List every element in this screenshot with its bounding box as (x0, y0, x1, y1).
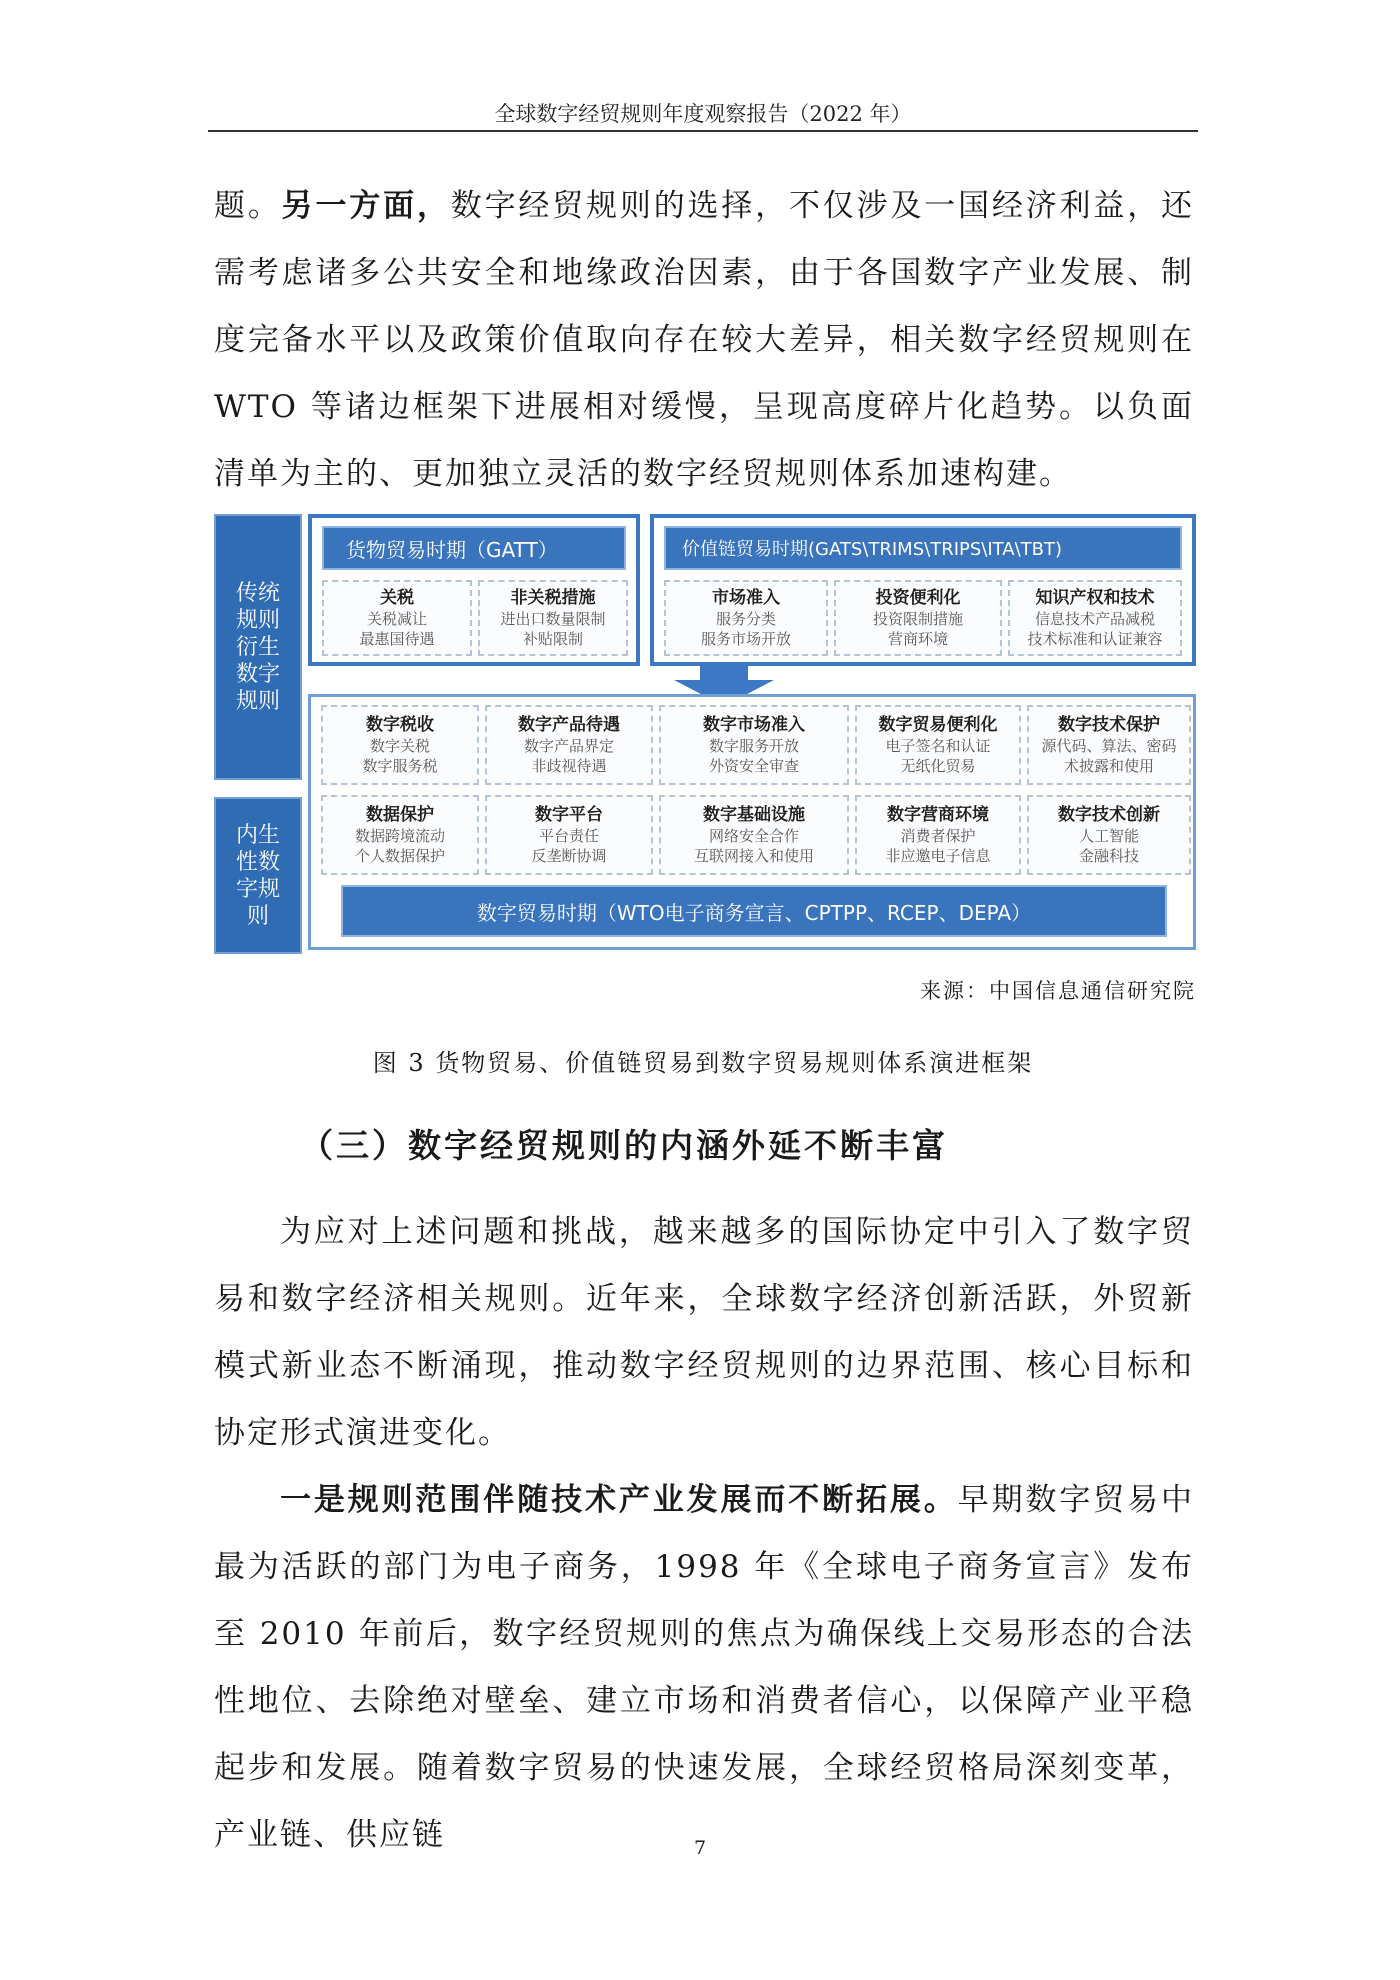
paragraph-3 (214, 1467, 1194, 1869)
page-number: 7 (693, 1837, 707, 1859)
cell-digital-product: 数字产品待遇 数字产品界定 非歧视待遇 (485, 705, 653, 785)
value-chain-frame (650, 514, 1196, 666)
digital-trade-frame (308, 694, 1196, 950)
cell-ip-technology: 知识产权和技术 信息技术产品减税 技术标准和认证兼容 (1008, 580, 1182, 656)
cell-digital-business-env: 数字营商环境 消费者保护 非应邀电子信息 (855, 795, 1021, 875)
paragraph-2: 为应对上述问题和挑战，越来越多的国际协定中引入了数字贸易和数字经济相关规则。近年来，全球数字经济创新活跃，外贸新模式新业态不断涌现，推动数字经贸规则的边界范围、核心目标和协定形式演进变化。 (214, 1214, 1194, 1451)
cell-digital-platform: 数字平台 平台责任 反垄断协调 (485, 795, 653, 875)
cell-digital-infrastructure: 数字基础设施 网络安全合作 互联网接入和使用 (659, 795, 849, 875)
cell-digital-tax: 数字税收 数字关税 数字服务税 (321, 705, 479, 785)
paragraph-1-lead: 题。 (214, 188, 282, 224)
cell-data-protection: 数据保护 数据跨境流动 个人数据保护 (321, 795, 479, 875)
section-heading: （三）数字经贸规则的内涵外延不断丰富 (300, 1126, 948, 1165)
cell-investment: 投资便利化 投资限制措施 营商环境 (834, 580, 1002, 656)
paragraph-1-bold: 另一方面， (281, 188, 451, 224)
goods-trade-frame (308, 514, 640, 666)
figure-source: 来源：中国信息通信研究院 (920, 979, 1196, 1003)
figure-caption: 图 3 货物贸易、价值链贸易到数字贸易规则体系演进框架 (372, 1049, 1034, 1077)
value-chain-banner: 价值链贸易时期(GATS\TRIMS\TRIPS\ITA\TBT) (664, 526, 1182, 570)
header-rule (208, 130, 1198, 132)
cell-digital-facilitation: 数字贸易便利化 电子签名和认证 无纸化贸易 (855, 705, 1021, 785)
paragraph-1-text: 数字经贸规则的选择，不仅涉及一国经济利益，还需考虑诸多公共安全和地缘政治因素，由于各国数字产业发展、制度完备水平以及政策价值取向存在较大差异，相关数字经贸规则在 WTO 等诸边框架下进展相对缓慢，呈现高度碎片化趋势。以负面清单为主的、更加独立灵活的数字经贸规则体系加速构建。 (214, 188, 1195, 492)
cell-non-tariff: 非关税措施 进出口数量限制 补贴限制 (478, 580, 628, 656)
cell-tariff: 关税 关税减让 最惠国待遇 (322, 580, 472, 656)
cell-digital-innovation: 数字技术创新 人工智能 金融科技 (1027, 795, 1191, 875)
framework-diagram (214, 514, 1196, 950)
cell-digital-market-access: 数字市场准入 数字服务开放 外资安全审查 (659, 705, 849, 785)
paragraph-3-text: 早期数字贸易中最为活跃的部门为电子商务，1998 年《全球电子商务宣言》发布至 2010 年前后，数字经贸规则的焦点为确保线上交易形态的合法性地位、去除绝对壁垒、建立市场和消费者信心，以保障产业平稳起步和发展。随着数字贸易的快速发展，全球经贸格局深刻变革，产业链、供应链 (214, 1482, 1195, 1853)
cell-digital-tech-protection: 数字技术保护 源代码、算法、密码 术披露和使用 (1027, 705, 1191, 785)
running-header: 全球数字经贸规则年度观察报告（2022 年） (494, 102, 912, 126)
digital-trade-banner: 数字贸易时期（WTO电子商务宣言、CPTPP、RCEP、DEPA） (341, 885, 1167, 937)
cell-market-access: 市场准入 服务分类 服务市场开放 (664, 580, 828, 656)
label-traditional-rules: 传统规则衍生数字规则 (214, 514, 302, 780)
goods-trade-banner: 货物贸易时期（GATT） (322, 526, 626, 570)
label-endogenous-rules: 内生性数字规则 (214, 797, 302, 954)
paragraph-1 (214, 173, 1194, 508)
paragraph-3-bold: 一是规则范围伴随技术产业发展而不断拓展。 (280, 1482, 958, 1518)
